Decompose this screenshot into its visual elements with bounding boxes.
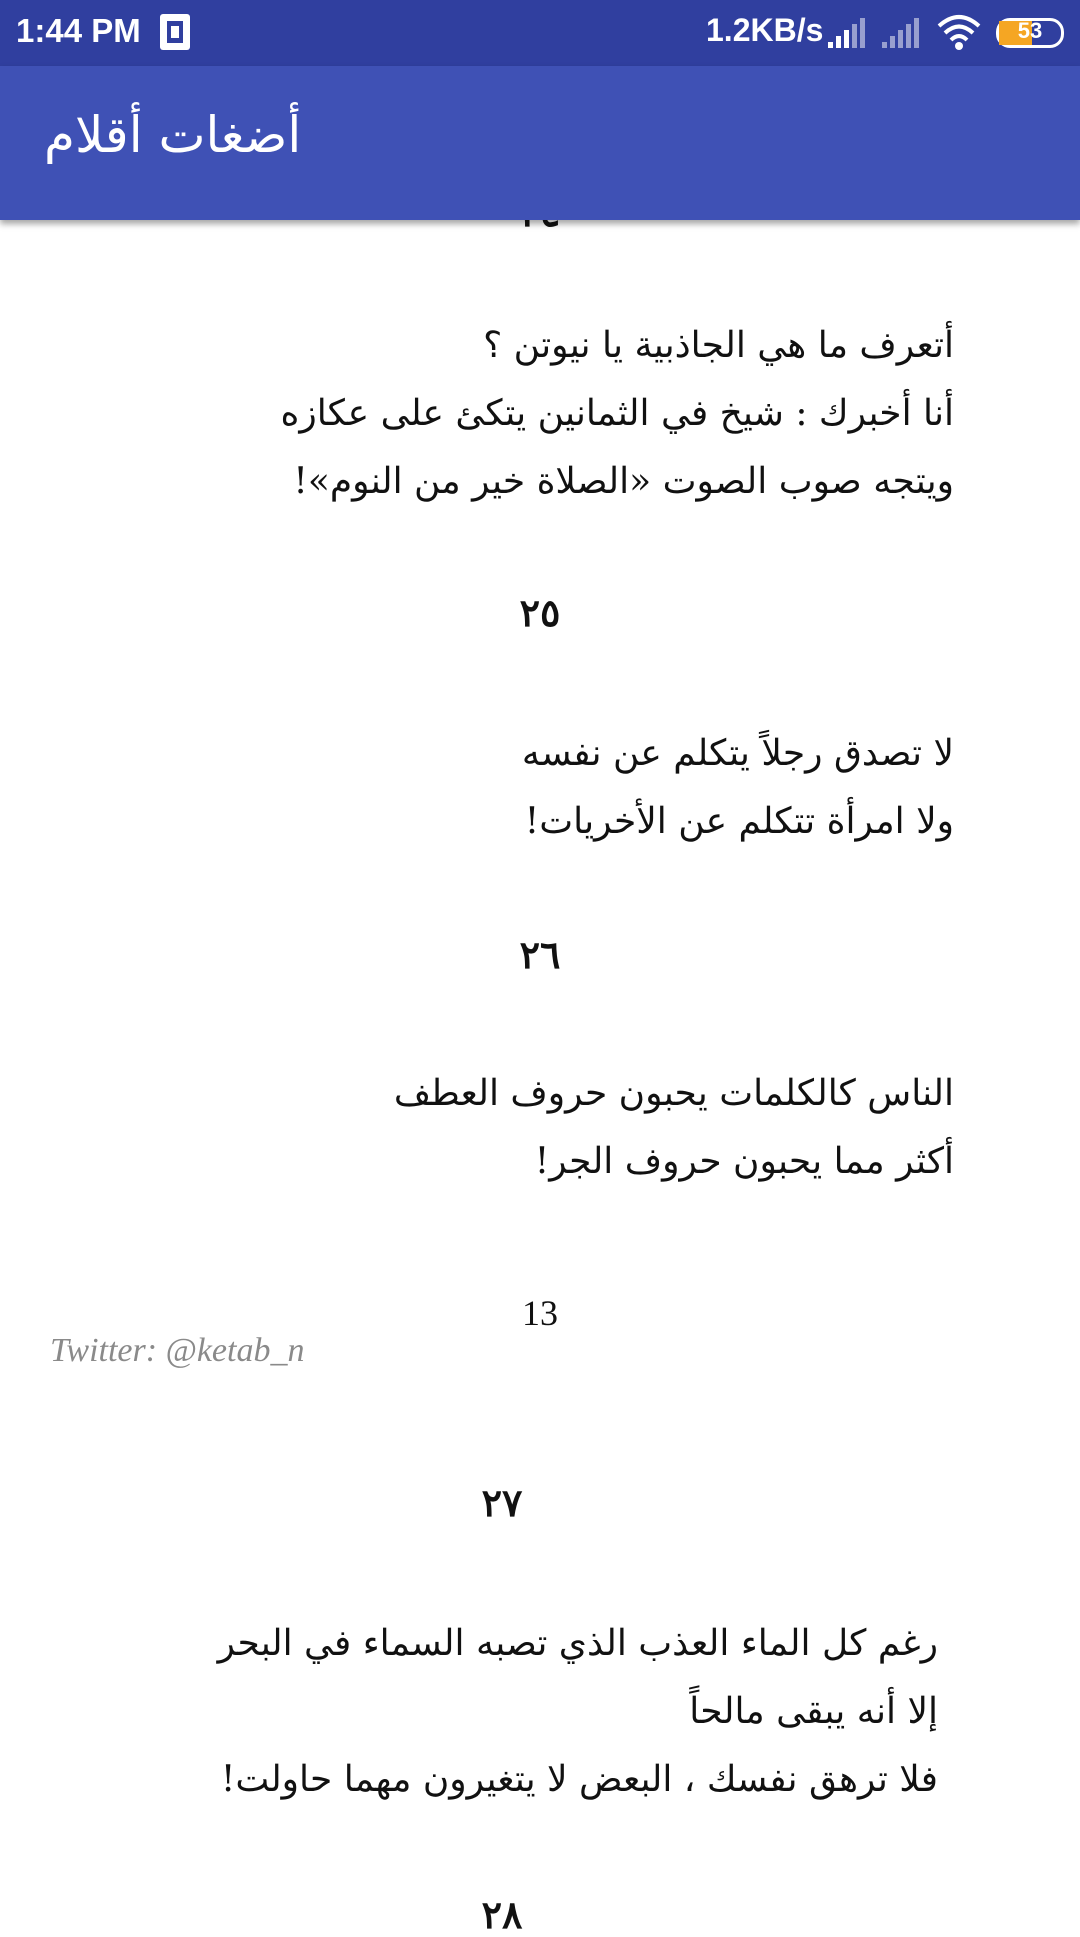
status-time: 1:44 PM bbox=[16, 12, 141, 49]
text-line: رغم كل الماء العذب الذي تصبه السماء في البحر bbox=[217, 1623, 938, 1664]
text-line: ويتجه صوب الصوت «الصلاة خير من النوم»! bbox=[293, 461, 954, 502]
text-line: فلا ترهق نفسك ، البعض لا يتغيرون مهما حاولت! bbox=[220, 1759, 938, 1800]
section-number-28: ٢٨ bbox=[481, 1892, 523, 1937]
app-title: أضغات أقلام bbox=[44, 106, 302, 164]
document-viewer[interactable] bbox=[0, 220, 1080, 1937]
wifi-icon bbox=[936, 12, 982, 52]
section-number-25: ٢٥ bbox=[519, 590, 561, 635]
text-line: أكثر مما يحبون حروف الجر! bbox=[534, 1141, 954, 1182]
section-number-27: ٢٧ bbox=[481, 1480, 523, 1525]
network-speed: 1.2KB/s bbox=[706, 12, 824, 48]
signal-icon bbox=[880, 16, 922, 50]
paragraph-24 bbox=[281, 312, 954, 516]
text-line: أنا أخبرك : شيخ في الثمانين يتكئ على عكازه bbox=[280, 393, 954, 434]
app-bar bbox=[0, 66, 1080, 220]
battery-icon bbox=[996, 18, 1064, 48]
text-line: الناس كالكلمات يحبون حروف العطف bbox=[393, 1073, 954, 1114]
page-number: 13 bbox=[522, 1293, 558, 1333]
text-line: أتعرف ما هي الجاذبية يا نيوتن ؟ bbox=[483, 325, 954, 366]
paragraph-27 bbox=[218, 1610, 938, 1814]
battery-level: 53 bbox=[1017, 18, 1043, 43]
status-bar bbox=[0, 0, 1080, 66]
text-line: ولا امرأة تتكلم عن الأخريات! bbox=[524, 801, 954, 842]
text-line: لا تصدق رجلاً يتكلم عن نفسه bbox=[521, 733, 954, 774]
phone-activity-icon bbox=[158, 12, 192, 52]
watermark: Twitter: @ketab_n bbox=[50, 1332, 305, 1369]
paragraph-25 bbox=[522, 720, 954, 856]
text-line: إلا أنه يبقى مالحاً bbox=[689, 1691, 938, 1732]
section-number-26: ٢٦ bbox=[519, 932, 561, 977]
signal-icon bbox=[826, 16, 868, 50]
paragraph-26 bbox=[394, 1060, 954, 1196]
